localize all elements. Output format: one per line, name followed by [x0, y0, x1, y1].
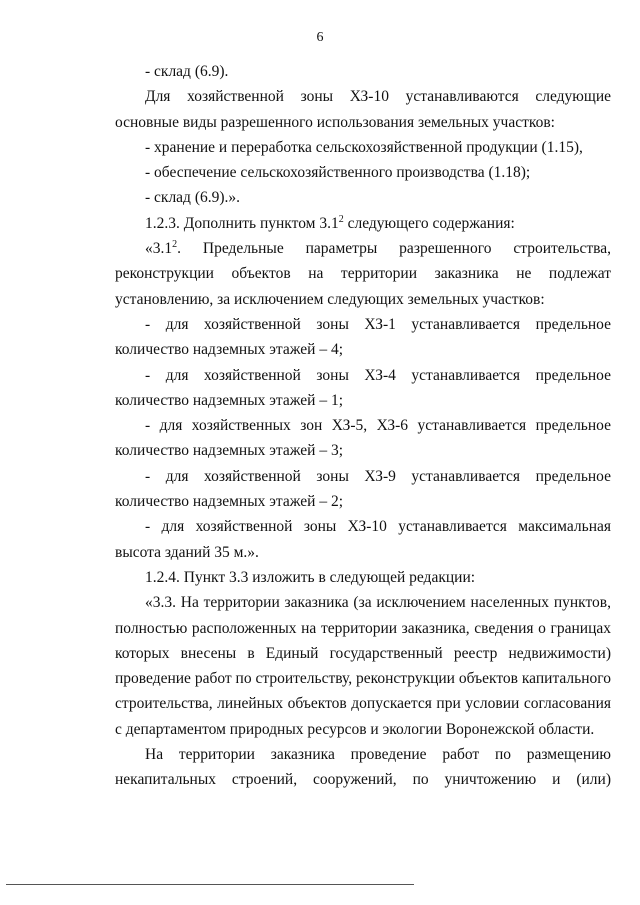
- paragraph-warehouse-end: - склад (6.9).».: [145, 189, 241, 207]
- item-312-text: «3.1: [145, 240, 173, 258]
- item-123-text: 1.2.3. Дополнить пунктом 3.1: [145, 214, 339, 232]
- paragraph-item-1-2-3: [115, 211, 611, 236]
- list-item-hz1: - для хозяйственной зоны ХЗ-1 устанавливается предельное количество надземных этажей – 4;: [115, 315, 611, 359]
- list-item-hz4: - для хозяйственной зоны ХЗ-4 устанавливается предельное количество надземных этажей – 1;: [115, 366, 611, 409]
- item-123-text-end: следующего содержания:: [343, 214, 515, 232]
- paragraph-3-3: «3.3. На территории заказника (за исключением населенных пунктов, полностью расположенных на территории заказника, сведения о границах которых внесены в Единый государственный реестр недвижимости) проведение работ по строительству, реконструкции объектов капитального строительства, линейных объектов допускается при условии согласования с департаментом природных ресурсов и экологии Воронежской области.: [115, 594, 611, 738]
- paragraph-agri-support: - обеспечение сельскохозяйственного производства (1.18);: [145, 164, 531, 182]
- list-item-hz10: - для хозяйственной зоны ХЗ-10 устанавливается максимальная высота зданий 35 м.».: [115, 518, 611, 561]
- paragraph-non-capital: На территории заказника проведение работ по размещению некапитальных строений, сооружений, по уничтожению и (или): [115, 746, 611, 789]
- footer-divider: [6, 884, 414, 885]
- paragraph-item-1-2-4: 1.2.4. Пункт 3.3 изложить в следующей редакции:: [145, 568, 476, 586]
- page-number: 6: [316, 30, 324, 45]
- item-312-text-end: . Предельные параметры разрешенного строительства, реконструкции объектов на территории заказника не подлежат установлению, за исключением следующих земельных участков:: [115, 240, 611, 308]
- document-body: [115, 59, 611, 793]
- item-312-superscript: 2: [172, 238, 178, 250]
- paragraph-storage-processing: - хранение и переработка сельскохозяйственной продукции (1.15),: [145, 138, 583, 156]
- list-item-hz5-hz6: - для хозяйственных зон ХЗ-5, ХЗ-6 устанавливается предельное количество надземных этажей – 3;: [115, 417, 611, 460]
- list-item-hz9: - для хозяйственной зоны ХЗ-9 устанавливается предельное количество надземных этажей – 2;: [115, 467, 611, 511]
- item-123-superscript: 2: [338, 213, 344, 225]
- paragraph-warehouse: - склад (6.9).: [145, 63, 229, 80]
- paragraph-3-1-2: [115, 236, 611, 312]
- paragraph-zone-hz10-uses: Для хозяйственной зоны ХЗ-10 устанавливаются следующие основные виды разрешенного использования земельных участков:: [115, 88, 611, 131]
